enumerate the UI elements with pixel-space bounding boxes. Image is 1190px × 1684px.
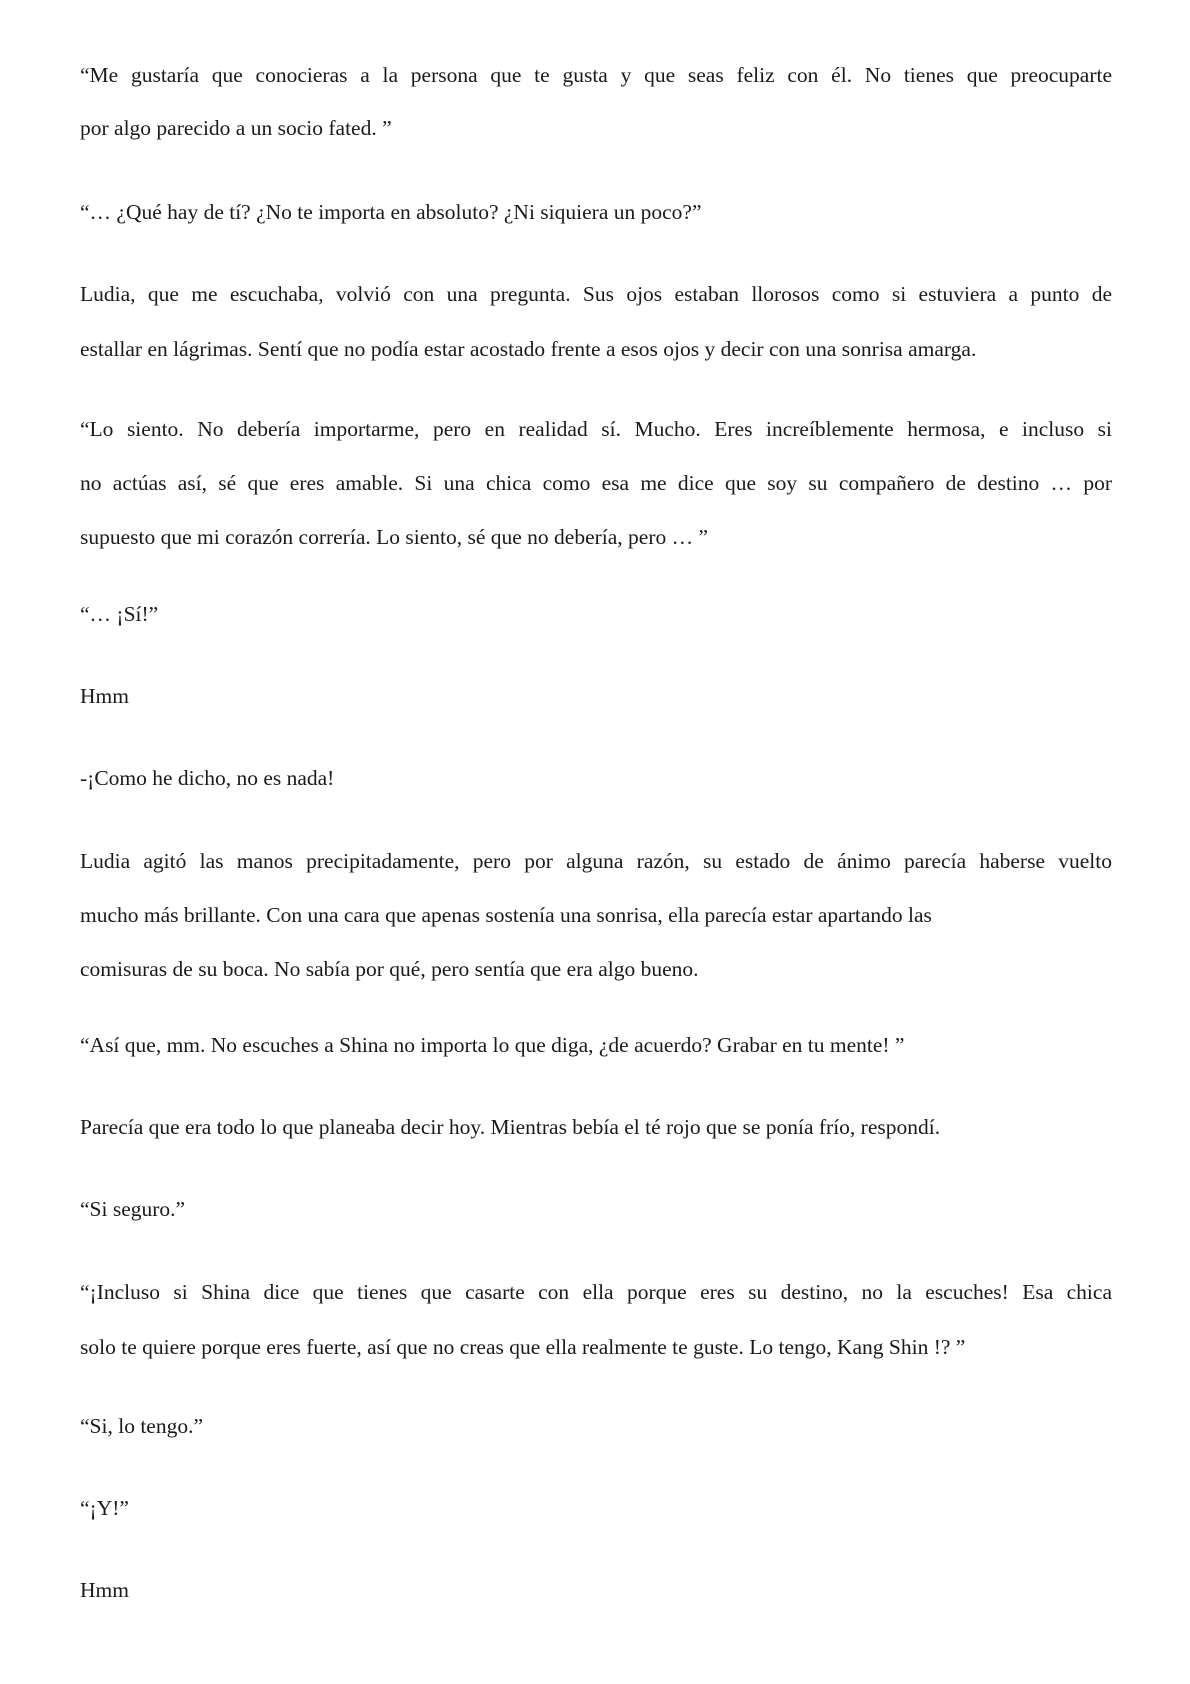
paragraph-line: “Si seguro.” [80,1197,186,1221]
paragraph-line: Ludia agitó las manos precipitadamente, pero por alguna razón, su estado de ánimo parecía haberse vuelto [80,849,1112,873]
paragraph-line: Hmm [80,684,129,708]
paragraph-line: “… ¡Sí!” [80,602,159,626]
paragraph-line: “¡Y!” [80,1496,129,1520]
paragraph-line: supuesto que mi corazón correría. Lo siento, sé que no debería, pero … ” [80,525,709,549]
paragraph-line: Hmm [80,1578,129,1602]
paragraph-line: no actúas así, sé que eres amable. Si una chica como esa me dice que soy su compañero de destino … por [80,471,1112,495]
paragraph-line: “Lo siento. No debería importarme, pero en realidad sí. Mucho. Eres increíblemente hermosa, e incluso si [80,417,1112,441]
paragraph-line: estallar en lágrimas. Sentí que no podía estar acostado frente a esos ojos y decir con una sonrisa amarga. [80,337,977,361]
paragraph-line: Ludia, que me escuchaba, volvió con una pregunta. Sus ojos estaban llorosos como si estuviera a punto de [80,282,1112,306]
paragraph-line: “… ¿Qué hay de tí? ¿No te importa en absoluto? ¿Ni siquiera un poco?” [80,200,702,224]
paragraph-line: “¡Incluso si Shina dice que tienes que casarte con ella porque eres su destino, no la escuches! Esa chica [80,1280,1112,1304]
paragraph-line: “Así que, mm. No escuches a Shina no importa lo que diga, ¿de acuerdo? Grabar en tu mente! ” [80,1033,905,1057]
paragraph-line: “Me gustaría que conocieras a la persona que te gusta y que seas feliz con él. No tienes que preocuparte [80,63,1112,87]
paragraph-line: mucho más brillante. Con una cara que apenas sostenía una sonrisa, ella parecía estar apartando las [80,903,932,927]
paragraph-line: Parecía que era todo lo que planeaba decir hoy. Mientras bebía el té rojo que se ponía frío, respondí. [80,1115,941,1139]
paragraph-line: “Si, lo tengo.” [80,1414,204,1438]
paragraph-line: -¡Como he dicho, no es nada! [80,766,335,790]
paragraph-line: comisuras de su boca. No sabía por qué, pero sentía que era algo bueno. [80,957,699,981]
paragraph-line: solo te quiere porque eres fuerte, así que no creas que ella realmente te guste. Lo tengo, Kang Shin !? ” [80,1335,966,1359]
paragraph-line: por algo parecido a un socio fated. ” [80,116,392,140]
